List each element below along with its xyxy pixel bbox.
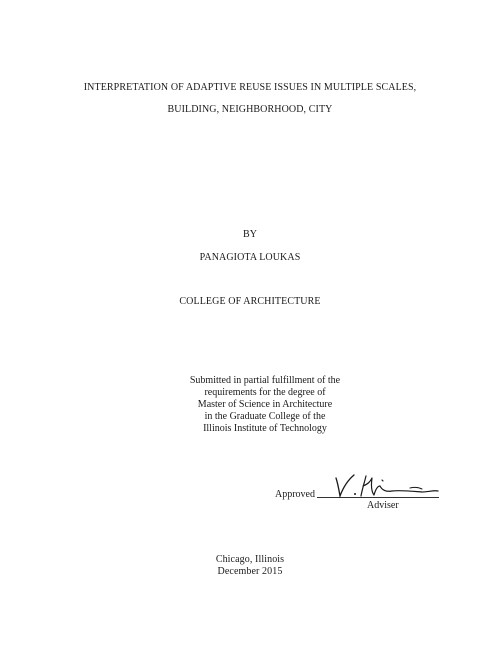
thesis-title-line-2: BUILDING, NEIGHBORHOOD, CITY [167, 104, 333, 115]
by-label: BY [242, 229, 258, 240]
submission-line: Master of Science in Architecture [197, 399, 333, 410]
submission-statement [0, 375, 500, 435]
adviser-label: Adviser [367, 500, 399, 511]
submission-line: in the Graduate College of the [204, 411, 326, 422]
approved-label: Approved [275, 489, 315, 500]
college-name: COLLEGE OF ARCHITECTURE [179, 296, 321, 307]
thesis-title-line-1: INTERPRETATION OF ADAPTIVE REUSE ISSUES IN MULTIPLE SCALES, [83, 82, 417, 93]
submission-line: Submitted in partial fulfillment of the [189, 375, 341, 386]
author-name: PANAGIOTA LOUKAS [199, 252, 301, 263]
submission-line: Illinois Institute of Technology [203, 423, 327, 434]
submission-line: requirements for the degree of [204, 387, 326, 398]
date: December 2015 [217, 566, 283, 577]
adviser-signature [330, 472, 445, 500]
place: Chicago, Illinois [215, 554, 285, 565]
